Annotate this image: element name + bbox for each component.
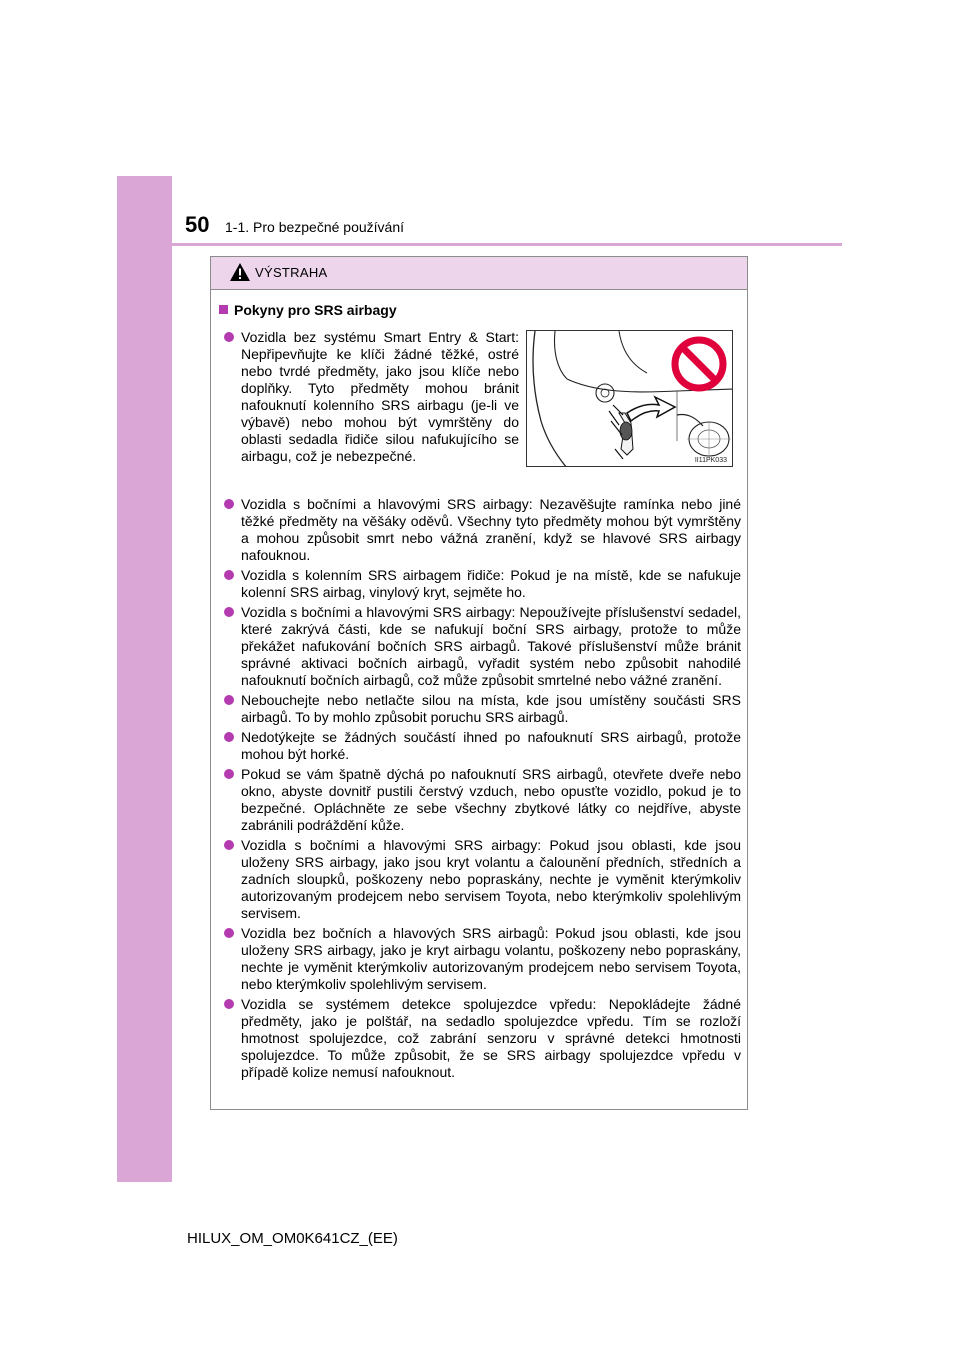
list-item [221, 496, 741, 564]
list-item [221, 766, 741, 834]
list-item [221, 329, 519, 485]
bullet-icon [224, 928, 234, 938]
bullet-icon [224, 840, 234, 850]
bullet-icon [224, 999, 234, 1009]
list-item [221, 604, 741, 689]
warning-header [211, 257, 747, 290]
list-item-text: Vozidla bez systému Smart Entry & Start: Nepřipevňujte ke klíči žádné těžké, ostré nebo tvrdé předměty, jako jsou klíče nebo doplňky. Tyto předměty mohou bránit nafouknutí kolenního SRS airbagu (je-li ve výbavě) nebo mohou být vymrštěny do oblasti sedadla řidiče silou nafukujícího se airbagu, což je nebezpečné. [241, 329, 519, 464]
warning-box [210, 256, 748, 1110]
list-item-text: Vozidla s bočními a hlavovými SRS airbagy: Pokud jsou oblasti, kde jsou uloženy SRS airbagy, jako jsou kryt volantu a čalounění předních, středních a zadních sloupků, poškozeny nebo popraskány, nechte je vyměnit kterýmkoliv autorizovaným prodejcem nebo servisem Toyota, nebo kterýmkoliv spolehlivým servisem. [241, 837, 741, 921]
bullet-icon [224, 570, 234, 580]
bullet-icon [224, 769, 234, 779]
list-item-text: Vozidla s bočními a hlavovými SRS airbagy: Nepoužívejte příslušenství sedadel, které zakrývá části, kde se nafukují boční SRS airbagy, protože to může překážet nafukování bočních SRS airbagů. Takové příslušenství může bránit správné aktivaci bočních airbagů, vyřadit systém nebo způsobit nahodilé nafouknutí bočních airbagů, což může způsobit smrtelné nebo vážné zranění. [241, 604, 741, 688]
bullet-icon [224, 695, 234, 705]
list-item [221, 692, 741, 726]
bullet-icon [224, 607, 234, 617]
page-number: 50 [185, 212, 210, 237]
side-tab-bar [117, 176, 172, 1182]
list-item [221, 996, 741, 1081]
list-item-text: Vozidla s bočními a hlavovými SRS airbagy: Nezavěšujte ramínka nebo jiné těžké předměty na věšáky oděvů. Všechny tyto předměty mohou být vymrštěny a mohou způsobit smrt nebo vážná zranění, když se hlavové SRS airbagy nafouknou. [241, 496, 741, 563]
warning-triangle-icon [229, 262, 251, 282]
square-bullet-icon [219, 305, 228, 314]
list-item [221, 925, 741, 993]
list-item-text: Vozidla s kolenním SRS airbagem řidiče: Pokud je na místě, kde se nafukuje kolenní SRS airbag, vinylový kryt, sejměte ho. [241, 567, 741, 600]
bullet-icon [224, 499, 234, 509]
list-item [221, 567, 741, 601]
list-item-text: Pokud se vám špatně dýchá po nafouknutí SRS airbagů, otevřete dveře nebo okno, abyste dovnitř pustili čerstvý vzduch, nebo opusťte vozidlo, pokud je to bezpečné. Opláchněte ze sebe všechny zbytkové látky co nejdříve, abyste zabránili podráždění kůže. [241, 766, 741, 833]
bullet-icon [224, 732, 234, 742]
ignition-key-illustration [527, 331, 733, 467]
header-rule [172, 243, 842, 246]
list-item-text: Vozidla bez bočních a hlavových SRS airbagů: Pokud jsou oblasti, kde jsou uloženy SRS airbagy, jako je kryt airbagu volantu, poškozeny nebo popraskány, nechte je vyměnit kterýmkoliv autorizovaným prodejcem nebo servisem Toyota, nebo kterýmkoliv spolehlivým servisem. [241, 925, 741, 992]
subheading [219, 302, 397, 318]
warning-label: VÝSTRAHA [255, 265, 328, 280]
list-item-text: Nebouchejte nebo netlačte silou na místa, kde jsou umístěny součásti SRS airbagů. To by mohlo způsobit poruchu SRS airbagů. [241, 692, 741, 725]
list-item-text: Nedotýkejte se žádných součástí ihned po nafouknutí SRS airbagů, protože mohou být horké. [241, 729, 741, 762]
bullet-icon [224, 332, 234, 342]
key-illustration [526, 330, 733, 467]
list-item-text: Vozidla se systémem detekce spolujezdce vpředu: Nepokládejte žádné předměty, jako je polštář, na sedadlo spolujezdce vpředu. Tím se rozloží hmotnost spolujezdce, což zabrání senzoru v správné detekci hmotnosti spolujezdce. To může způsobit, že se SRS airbagy spolujezdce vpředu v případě kolize nemusí nafouknout. [241, 996, 741, 1080]
document-code: HILUX_OM_OM0K641CZ_(EE) [187, 1230, 398, 1247]
list-item [221, 837, 741, 922]
subheading-text: Pokyny pro SRS airbagy [234, 302, 397, 318]
figure-code: II11PK033 [694, 457, 727, 464]
list-item [221, 729, 741, 763]
section-title: 1-1. Pro bezpečné používání [225, 219, 405, 235]
